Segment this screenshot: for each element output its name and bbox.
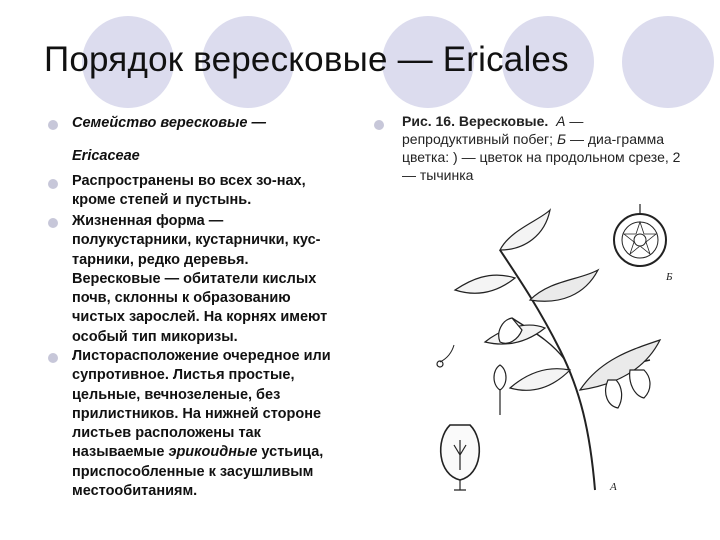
- leaf: [455, 275, 515, 293]
- family-label: Семейство вересковые —: [72, 115, 266, 131]
- bullet-marker: [374, 120, 384, 130]
- bullet-distribution: Распространены во всех зо-нах, кроме степей и пустынь.: [72, 173, 306, 209]
- bullet-life-form: Жизненная форма — полукустарники, кустарнички, кус-тарники, редко деревья. Вересковые — обитатели кислых почв, склонны к образованию чистых зарослей. На корнях имеют особый тип микоризы.: [72, 213, 328, 345]
- leaf: [510, 369, 570, 391]
- caption-a-letter: А: [556, 113, 566, 129]
- flower: [630, 370, 650, 398]
- caption-a-text: — репродуктивный побег;: [402, 113, 584, 147]
- bullet-leaves: [72, 347, 354, 501]
- caption-b-letter: Б: [556, 131, 567, 147]
- leaf: [500, 210, 550, 250]
- heather-illustration: [430, 190, 680, 500]
- flower: [606, 380, 622, 408]
- bullet-marker: [48, 179, 58, 189]
- bullet-family: [72, 114, 372, 167]
- leaves-text-em: эрикоидные: [168, 444, 258, 461]
- caption-lead: Рис. 16. Вересковые.: [402, 113, 549, 129]
- bullet-marker: [48, 353, 58, 363]
- page-title: Порядок вересковые — Ericales: [44, 40, 569, 79]
- leaf: [530, 270, 598, 301]
- leaves-text-2: устьица, приспособленные к засушливым местообитаниям.: [72, 444, 324, 500]
- bullet-marker: [48, 218, 58, 228]
- family-latin: Ericaceae: [72, 148, 140, 165]
- caption-b-text: — диа-грамма цветка: ) — цветок на продольном срезе, 2 — тычинка: [402, 131, 681, 183]
- stamen: [494, 365, 506, 390]
- leaves-text-1: Листорасположение очередное или супротивное. Листья простые, цельные, вечнозеленые, без прилистников. На нижней стороне листьев расположены так называемые: [72, 348, 331, 461]
- figure-caption: [402, 112, 692, 184]
- figure-label-a: А: [610, 481, 617, 493]
- bullet-marker: [48, 120, 58, 130]
- figure-label-b: Б: [666, 271, 673, 283]
